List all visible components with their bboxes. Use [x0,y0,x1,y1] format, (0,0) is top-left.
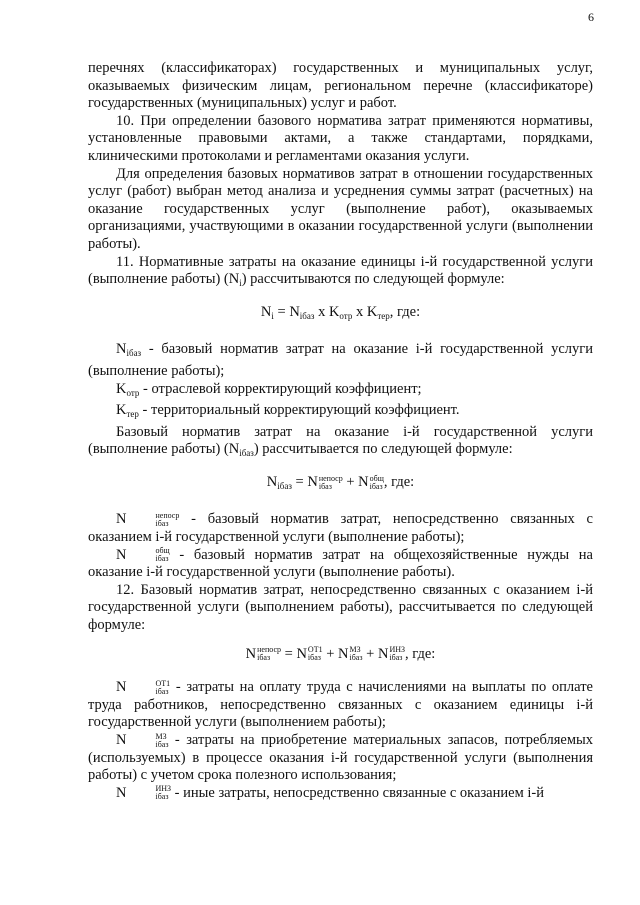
page-number: 6 [588,10,594,24]
def-sup: ОТ1 [155,678,171,688]
formula-symbol: N [377,645,389,662]
definition-n-obsch [88,547,593,582]
paragraph-10-method: Для определения базовых нормативов затрат в отношении государственных услуг (работ) выбран метод анализа и усреднения суммы затрат (расчетных) на оказание государственных услуг (выполнение работ), оказываемых организациями, участвующими в оказании государственной услуги (выполнении работы). [88,165,593,252]
paragraph-12: 12. Базовый норматив затрат, непосредственно связанных с оказанием i-й государственной услуги (выполнением работы), рассчитывается по следующей формуле: [88,581,593,634]
paragraph-11-sub: i [239,278,242,289]
definition-n-inz [88,785,593,803]
formula-tail: , где: [405,645,436,662]
formula-index [389,646,405,662]
def-symbol: N [116,679,127,696]
paragraph-11 [88,254,593,293]
formula-symbol: N [338,645,349,662]
formula-sub: iбаз [299,310,315,321]
formula-sub: отр [339,310,353,321]
def-symbol: K [116,402,127,419]
def-sub: iбаз [155,554,169,564]
def-sub: iбаз [155,792,169,802]
formula-sub: тер [377,310,390,321]
formula-sup: общ [369,473,384,483]
formula-sup: непоср [257,645,281,655]
formula-op: х [314,303,329,320]
definition-k-ter [88,402,593,424]
definition-n-mz [88,732,593,785]
formula-sup: ИНЗ [389,645,406,655]
def-symbol: N [116,511,127,528]
formula-symbol: N [266,473,278,490]
formula-index [308,646,323,662]
def-text: - отраслевой корректирующий коэффициент; [139,380,422,397]
formula-symbol: K [366,303,378,320]
def-text: - базовый норматив затрат, непосредственно связанных с оказанием i-й государственной услуги (выполнение работы); [88,511,593,546]
def-sup: непоср [155,511,180,521]
formula-sup: непоср [318,473,343,483]
paragraph-continuation: перечнях (классификаторах) государственных и муниципальных услуг, оказываемых физическим лицам, региональном перечне (классификаторе) государственных (муниципальных) услуг и работ. [88,60,593,112]
paragraph-11-text-end: ) рассчитываются по следующей формуле: [241,271,505,288]
formula-op: = [281,645,297,662]
def-sub: отр [126,387,140,398]
formula-symbol: N [245,645,257,662]
formula-symbol: N [358,473,369,490]
def-text: - территориальный корректирующий коэффициент. [138,402,460,419]
def-text: - базовый норматив затрат на общехозяйственные нужды на оказание i-й государственной услуги (выполнение работы). [88,546,593,581]
definition-n-neposr [88,511,593,546]
formula-tail: , где: [389,303,421,320]
def-symbol: N [116,546,127,563]
formula-symbol: N [260,303,272,320]
formula-op: = [291,473,308,490]
definition-n-ot1 [88,679,593,732]
def-sub: тер [126,409,139,420]
paragraph-sub: iбаз [239,448,254,459]
formula-sub: i [271,310,274,321]
def-symbol: N [116,732,127,748]
def-sub: iбаз [126,348,142,359]
def-sub: iбаз [155,739,169,749]
def-text: - затраты на оплату труда с начислениями на выплаты по оплате труда работников, непосредственно связанных с оказанием единицы i-й государственной услуги (выполнением работы); [88,679,593,731]
formula-sup: ОТ1 [307,645,323,655]
def-index [127,547,169,563]
def-symbol: K [116,380,127,397]
formula-tail: , где: [383,473,415,490]
formula-index [319,475,343,491]
def-sup: МЗ [155,731,167,741]
formula-base-normative [88,474,593,496]
formula-sub: iбаз [277,480,292,491]
formula-sub: iбаз [389,653,403,663]
def-symbol: N [116,341,127,358]
def-index [127,512,179,528]
formula-symbol: K [328,303,340,320]
formula-direct-costs [88,646,593,664]
formula-sup: МЗ [349,645,361,655]
formula-symbol: N [307,473,318,490]
formula-op: = [273,303,290,320]
def-sub: iбаз [155,519,169,529]
def-symbol: N [116,784,127,801]
formula-sub: iбаз [318,481,332,491]
paragraph-11-text: 11. Нормативные затраты на оказание единицы i-й государственной услуги (выполнение работы) (N [88,253,593,288]
def-text: - базовый норматив затрат на оказание i-й государственной услуги (выполнение работы); [88,341,593,379]
formula-sub: iбаз [349,653,363,663]
formula-op: + [322,645,339,662]
formula-index [370,475,384,491]
formula-sub: iбаз [369,481,383,491]
def-index [127,785,171,801]
def-index [127,733,168,749]
formula-op: + [362,645,378,662]
document-body [88,60,593,802]
formula-symbol: N [296,645,307,662]
paragraph-text-end: ) рассчитывается по следующей формуле: [253,441,513,458]
def-text: - иные затраты, непосредственно связанные с оказанием i-й [171,784,544,801]
def-sup: ИНЗ [155,784,172,794]
def-text: - затраты на приобретение материальных запасов, потребляемых (используемых) в процессе оказания i-й государственной услуги (выполнения работы) с учетом срока полезного использования; [88,732,593,784]
formula-sub: iбаз [257,653,271,663]
definition-n-ibaz [88,341,593,380]
formula-symbol: N [289,303,300,320]
definition-k-otr [88,381,593,403]
paragraph-text: Базовый норматив затрат на оказание i-й государственной услуги (выполнение работы) (N [88,423,593,458]
def-sub: iбаз [155,686,169,696]
formula-op: + [342,473,359,490]
formula-op: х [352,303,367,320]
def-sup: общ [155,546,170,556]
paragraph-10: 10. При определении базового норматива затрат применяются нормативы, установленные правовыми актами, а также стандартами, порядками, клиническими протоколами и регламентами оказания услуги. [88,112,593,164]
formula-index [350,646,363,662]
paragraph-base-normative [88,424,593,463]
formula-normative-cost [88,304,593,326]
formula-sub: iбаз [307,653,321,663]
def-index [127,680,170,696]
formula-index [257,646,281,662]
